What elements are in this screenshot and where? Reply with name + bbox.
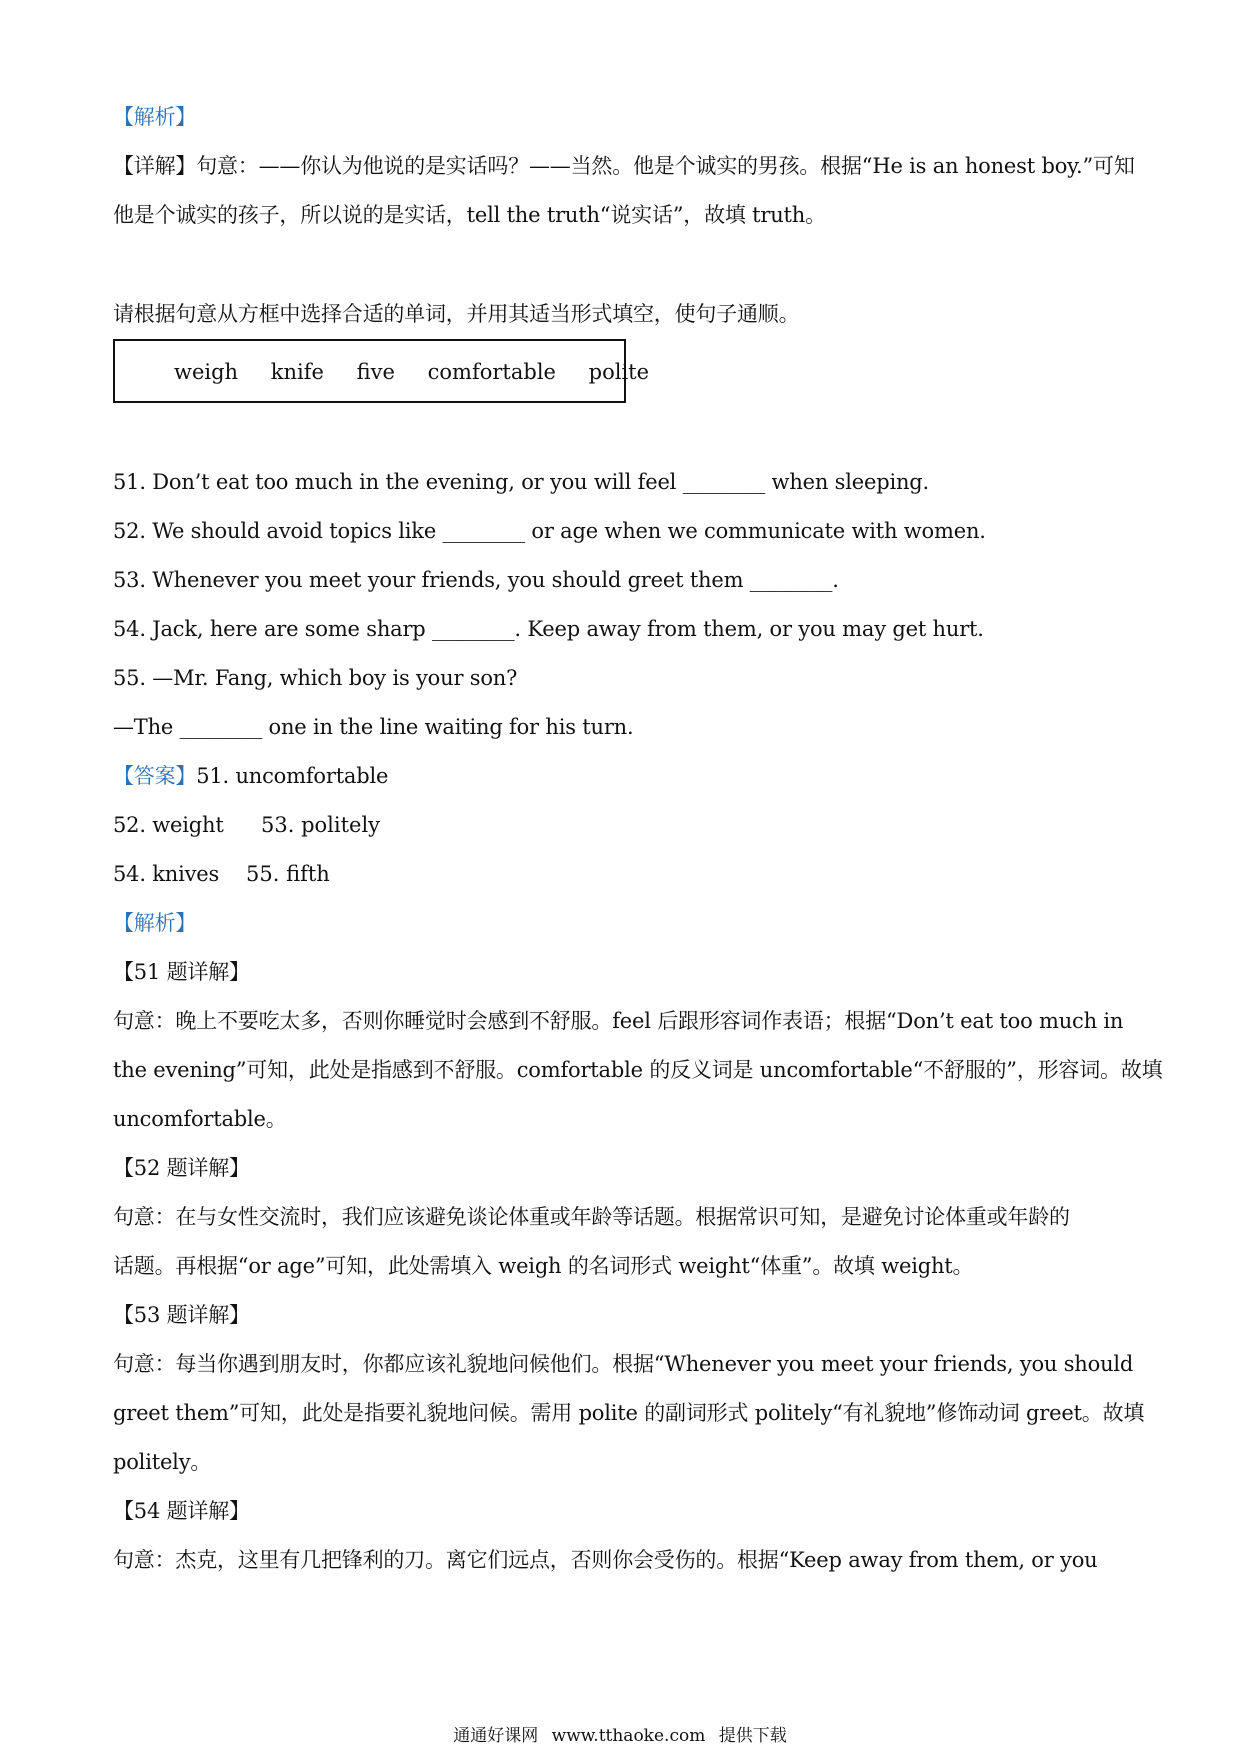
- footer-note: 提供下载: [718, 1726, 787, 1746]
- instruction-text: 请根据句意从方框中选择合适的单词，并用其适当形式填空，使句子通顺。: [113, 302, 800, 326]
- question-55-b: —The ________ one in the line waiting for his turn.: [113, 715, 634, 739]
- answer-54: 54. knives: [113, 862, 220, 886]
- question-53: 53. Whenever you meet your friends, you should greet them ________.: [113, 568, 839, 592]
- prev-detail-line-1: 【详解】句意：——你认为他说的是实话吗？——当然。他是个诚实的男孩。根据“He is an honest boy.”可知: [113, 154, 1135, 178]
- answers-row-1: [113, 761, 388, 791]
- explanation-51-line-3: uncomfortable。: [113, 1107, 287, 1131]
- footer-url[interactable]: www.tthaoke.com: [551, 1726, 706, 1746]
- word-box-item: weigh: [174, 360, 239, 384]
- word-box: [113, 339, 650, 403]
- explanation-52-heading: 【52 题详解】: [113, 1156, 250, 1180]
- word-box-item: polite: [588, 360, 650, 384]
- question-52: 52. We should avoid topics like ________ or age when we communicate with women.: [113, 519, 986, 543]
- analysis-label: 【解析】: [113, 911, 197, 935]
- explanation-54-line-1: 句意：杰克，这里有几把锋利的刀。离它们远点，否则你会受伤的。根据“Keep away from them, or you: [113, 1548, 1098, 1572]
- page-footer: [0, 1724, 1240, 1748]
- answers-label: 【答案】: [113, 764, 197, 788]
- answer-51: 51. uncomfortable: [196, 764, 389, 788]
- question-54: 54. Jack, here are some sharp ________. Keep away from them, or you may get hurt.: [113, 617, 984, 641]
- explanation-53-line-2: greet them”可知，此处是指要礼貌地问候。需用 polite 的副词形式 politely“有礼貌地”修饰动词 greet。故填: [113, 1401, 1145, 1425]
- answer-52: 52. weight: [113, 813, 224, 837]
- explanation-52-line-2: 话题。再根据“or age”可知，此处需填入 weigh 的名词形式 weight“体重”。故填 weight。: [113, 1254, 974, 1278]
- prev-detail-line-2: 他是个诚实的孩子，所以说的是实话，tell the truth“说实话”，故填 truth。: [113, 203, 826, 227]
- explanation-53-heading: 【53 题详解】: [113, 1303, 250, 1327]
- question-51: 51. Don’t eat too much in the evening, or you will feel ________ when sleeping.: [113, 470, 930, 494]
- footer-site-name: 通通好课网: [453, 1726, 539, 1746]
- explanation-51-line-1: 句意：晚上不要吃太多，否则你睡觉时会感到不舒服。feel 后跟形容词作表语；根据“Don’t eat too much in: [113, 1009, 1124, 1033]
- explanation-53-line-1: 句意：每当你遇到朋友时，你都应该礼貌地问候他们。根据“Whenever you meet your friends, you should: [113, 1352, 1134, 1376]
- answer-55: 55. fifth: [246, 862, 330, 886]
- word-box-item: knife: [270, 360, 324, 384]
- prev-analysis-label: 【解析】: [113, 105, 197, 129]
- word-box-list: [174, 357, 649, 387]
- word-box-item: comfortable: [427, 360, 556, 384]
- explanation-51-heading: 【51 题详解】: [113, 960, 250, 984]
- word-box-item: five: [356, 360, 395, 384]
- explanation-51-line-2: the evening”可知，此处是指感到不舒服。comfortable 的反义词是 uncomfortable“不舒服的”，形容词。故填: [113, 1058, 1163, 1082]
- answer-53: 53. politely: [261, 813, 381, 837]
- explanation-54-heading: 【54 题详解】: [113, 1499, 250, 1523]
- explanation-53-line-3: politely。: [113, 1450, 212, 1474]
- question-55-a: 55. —Mr. Fang, which boy is your son?: [113, 666, 518, 690]
- explanation-52-line-1: 句意：在与女性交流时，我们应该避免谈论体重或年龄等话题。根据常识可知，是避免讨论体重或年龄的: [113, 1205, 1070, 1229]
